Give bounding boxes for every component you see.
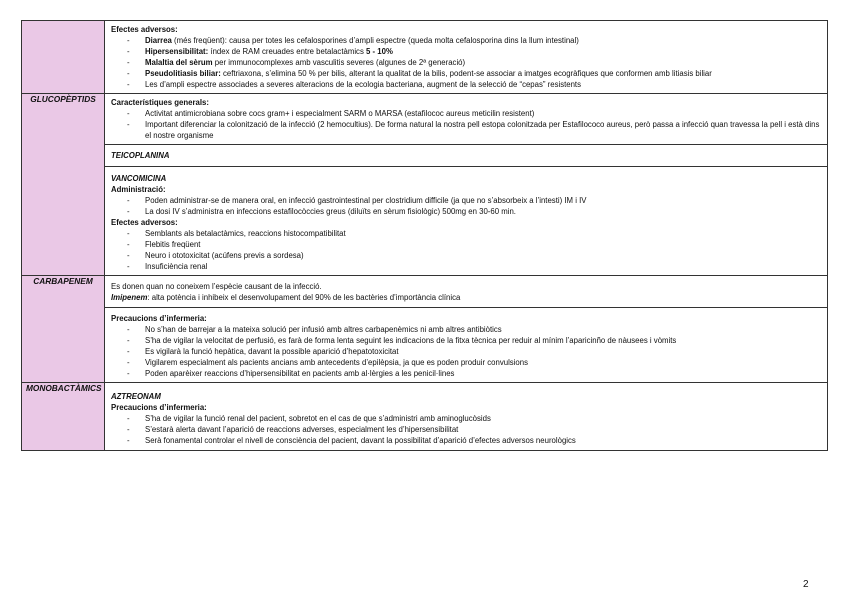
imipenem-line: Imipenem: alta potència i inhibeix el desenvolupament del 90% de les bactèries d’importància clínica bbox=[111, 293, 461, 302]
list-item: - Es vigilarà la funció hepàtica, davant la possible aparició d’hepatotoxicitat bbox=[127, 346, 821, 357]
list-item: - Pseudolitiasis biliar: ceftriaxona, s’elimina 50 % per bilis, alterant la qualitat de la bilis, podent-se associar a imatges ecogràfiques que conformen amb litiasis biliar bbox=[127, 68, 821, 79]
content-cell bbox=[105, 308, 828, 383]
list-item: - No s’han de barrejar a la mateixa solució per infusió amb altres carbapenèmics ni amb altres antibiòtics bbox=[127, 324, 821, 335]
content-cell bbox=[105, 145, 828, 167]
list-item: - Serà fonamental controlar el nivell de consciència del pacient, davant la possibilitat d’aparició d’efectes adversos neurològics bbox=[127, 435, 821, 446]
content-cell bbox=[105, 383, 828, 451]
table-row-carbapenem-intro bbox=[22, 276, 828, 308]
drug-table bbox=[21, 20, 828, 451]
section-heading: Efectes adversos: bbox=[111, 218, 178, 227]
adverse-effects-list bbox=[111, 228, 821, 272]
category-cell-empty bbox=[22, 21, 105, 94]
list-item: - Les d’ampli espectre associades a severes alteracions de la ecologia bacteriana, augment de la selecció de “cepas” resistents bbox=[127, 79, 821, 90]
table-row-glucopeptids-general bbox=[22, 94, 828, 145]
table-row-cephalosporin-adverse bbox=[22, 21, 828, 94]
table-row-teicoplanina bbox=[22, 145, 828, 167]
category-carbapenem: CARBAPENEM bbox=[22, 276, 105, 383]
list-item: - Hipersensibilitat: índex de RAM creuades entre betalactàmics 5 - 10% bbox=[127, 46, 821, 57]
content-cell bbox=[105, 21, 828, 94]
table-row-carbapenem-precautions bbox=[22, 308, 828, 383]
drug-title-vancomicina: VANCOMICINA bbox=[111, 174, 167, 183]
list-item: - Vigilarem especialment als pacients ancians amb antecedents d’epilèpsia, ja que es poden produir convulsions bbox=[127, 357, 821, 368]
section-heading: Precaucions d’infermeria: bbox=[111, 314, 207, 323]
precautions-list bbox=[111, 413, 821, 446]
precautions-list bbox=[111, 324, 821, 379]
list-item: - Important diferenciar la colonització de la infecció (2 hemocultius). De forma natural la nostra pell estopa colonitzada per Estafilococo aureus, però passa a infecció quan travessa la pell i està dins el nostre organisme bbox=[127, 119, 821, 141]
list-item: - Poden administrar-se de manera oral, en infecció gastrointestinal per clostridium difficile (ja que no s’absorbeix a l’intesti) IM i IV bbox=[127, 195, 821, 206]
list-item: - La dosi IV s’administra en infeccions estafilocòccies greus (diluïts en sèrum fisiològic) 500mg en 30-60 min. bbox=[127, 206, 821, 217]
list-item: - Neuro i ototoxicitat (acúfens previs a sordesa) bbox=[127, 250, 821, 261]
content-cell bbox=[105, 167, 828, 276]
section-heading: Administració: bbox=[111, 185, 166, 194]
section-heading: Característiques generals: bbox=[111, 98, 209, 107]
adverse-effects-list bbox=[111, 35, 821, 90]
section-heading: Precaucions d’infermeria: bbox=[111, 403, 207, 412]
list-item: - Insuficiència renal bbox=[127, 261, 821, 272]
list-item: - Poden aparèixer reaccions d’hipersensibilitat en pacients amb al·lèrgies a les penicil·lines bbox=[127, 368, 821, 379]
administration-list bbox=[111, 195, 821, 217]
list-item: - S’ha de vigilar la velocitat de perfusió, es farà de forma lenta seguint les indicacions de la fitxa tècnica per reduir al mínim l’aparicinño de nàusees i vòmits bbox=[127, 335, 821, 346]
category-glucopeptids: GLUCOPÈPTIDS bbox=[22, 94, 105, 276]
list-item: - S’ha de vigilar la funció renal del pacient, sobretot en el cas de que s’administri amb aminoglucòsids bbox=[127, 413, 821, 424]
drug-title-teicoplanina: TEICOPLANINA bbox=[111, 151, 170, 160]
list-item: - Malaltia del sèrum per immunocomplexes amb vasculitis severes (algunes de 2ª generació) bbox=[127, 57, 821, 68]
content-cell bbox=[105, 94, 828, 145]
table-row-monobactamics bbox=[22, 383, 828, 451]
section-heading: Efectes adversos: bbox=[111, 25, 178, 34]
list-item: - Semblants als betalactàmics, reaccions histocompatibilitat bbox=[127, 228, 821, 239]
list-item: - Flebitis freqüent bbox=[127, 239, 821, 250]
general-list bbox=[111, 108, 821, 141]
drug-title-aztreonam: AZTREONAM bbox=[111, 392, 161, 401]
carbapenem-intro: Es donen quan no coneixem l’espècie causant de la infecció. bbox=[111, 282, 322, 291]
list-item: - S’estarà alerta davant l’aparició de reaccions adverses, especialment les d’hipersensibilitat bbox=[127, 424, 821, 435]
page-number: 2 bbox=[803, 579, 809, 590]
content-cell bbox=[105, 276, 828, 308]
list-item: - Diarrea (més freqüent): causa per totes les cefalosporines d’ampli espectre (queda molta cefalosporina dins la llum intestinal) bbox=[127, 35, 821, 46]
list-item: - Activitat antimicrobiana sobre cocs gram+ i especialment SARM o MARSA (estafilococ aureus meticilin resistent) bbox=[127, 108, 821, 119]
category-monobactamics: MONOBACTÀMICS bbox=[22, 383, 105, 451]
table-row-vancomicina bbox=[22, 167, 828, 276]
